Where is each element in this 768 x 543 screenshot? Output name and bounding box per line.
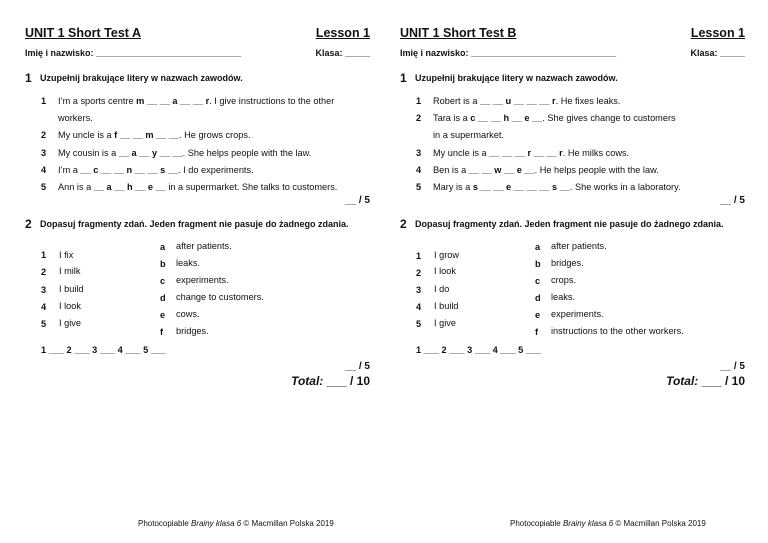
- footer-text: Photocopiable: [510, 519, 563, 528]
- name-field[interactable]: Imię i nazwisko: _____________________________: [400, 48, 617, 58]
- match-left-text: I give: [59, 318, 81, 328]
- match-right-text: bridges.: [176, 326, 209, 336]
- word-gaps[interactable]: __ __ u __ __ __ r: [479, 96, 556, 106]
- section-title: Dopasuj fragmenty zdań. Jeden fragment nie pasuje do żadnego zdania.: [415, 219, 724, 229]
- total-score: [291, 374, 370, 388]
- exercise-item: [416, 182, 681, 192]
- word-gaps[interactable]: c __ __ h __ e __: [470, 113, 543, 123]
- item-number: 4: [41, 165, 47, 175]
- item-text: in a supermarket. She talks to customers.: [165, 182, 338, 192]
- match-right-text: leaks.: [551, 292, 576, 302]
- footer-book-title: Brainy klasa 6: [562, 519, 614, 528]
- match-right-text: after patients.: [551, 241, 607, 251]
- item-number: 1: [416, 96, 422, 106]
- item-text: . She helps people with the law.: [182, 148, 312, 158]
- match-left-text: I build: [434, 301, 459, 311]
- section-score[interactable]: __ / 5: [344, 195, 370, 206]
- match-right-text: instructions to the other workers.: [551, 326, 684, 336]
- item-text: . He milks cows.: [562, 148, 630, 158]
- exercise-item: [41, 130, 251, 140]
- match-right-letter: d: [160, 293, 166, 303]
- match-left-text: I fix: [59, 250, 74, 260]
- match-left-number: 4: [41, 302, 47, 312]
- section-number: 1: [25, 71, 32, 85]
- match-left-number: 1: [41, 250, 47, 260]
- match-left-text: I do: [434, 284, 450, 294]
- exercise-item: [41, 96, 334, 106]
- footer-book-title: Brainy klasa 6: [190, 519, 242, 528]
- match-right-letter: c: [160, 276, 166, 286]
- item-text: . I do experiments.: [178, 165, 254, 175]
- exercise-item: [416, 96, 620, 106]
- item-number: 2: [416, 113, 422, 123]
- test-b-column: [400, 0, 745, 543]
- match-left-number: 5: [416, 319, 422, 329]
- section-score[interactable]: __ / 5: [719, 361, 745, 372]
- match-right-text: bridges.: [551, 258, 584, 268]
- word-gaps[interactable]: s __ __ e __ __ __ s __: [472, 182, 570, 192]
- item-continuation: workers.: [58, 113, 93, 123]
- match-right-letter: b: [160, 259, 166, 269]
- item-text: I’m a sports centre: [58, 96, 137, 106]
- item-text: . I give instructions to the other: [209, 96, 335, 106]
- section-title: Uzupełnij brakujące litery w nazwach zawodów.: [415, 73, 618, 83]
- item-text: Ann is a: [58, 182, 94, 192]
- section-score[interactable]: __ / 5: [344, 361, 370, 372]
- exercise-item: [41, 165, 254, 175]
- word-gaps[interactable]: f __ __ m __ __: [114, 130, 180, 140]
- word-gaps[interactable]: __ __ __ r __ __ r: [489, 148, 563, 158]
- item-text: My uncle is a: [58, 130, 115, 140]
- total-value[interactable]: ___ / 10: [698, 374, 745, 388]
- match-left-number: 1: [416, 251, 422, 261]
- section-score[interactable]: __ / 5: [719, 195, 745, 206]
- match-left-text: I milk: [59, 266, 81, 276]
- match-right-letter: a: [160, 242, 166, 252]
- match-left-text: I look: [59, 301, 81, 311]
- item-text: . He helps people with the law.: [534, 165, 659, 175]
- match-right-text: change to customers.: [176, 292, 264, 302]
- item-text: Tara is a: [433, 113, 471, 123]
- match-left-text: I build: [59, 284, 84, 294]
- exercise-item: [416, 113, 676, 123]
- item-text: Ben is a: [433, 165, 469, 175]
- match-left-number: 3: [416, 285, 422, 295]
- match-right-letter: a: [535, 242, 541, 252]
- total-score: [666, 374, 745, 388]
- item-text: . She works in a laboratory.: [569, 182, 681, 192]
- match-left-number: 2: [41, 267, 47, 277]
- item-number: 4: [416, 165, 422, 175]
- match-left-number: 2: [416, 268, 422, 278]
- match-left-number: 5: [41, 319, 47, 329]
- match-right-text: experiments.: [176, 275, 229, 285]
- footer-text: Photocopiable: [138, 519, 191, 528]
- exercise-item: [41, 148, 311, 158]
- item-continuation: in a supermarket.: [433, 130, 504, 140]
- match-left-text: I give: [434, 318, 456, 328]
- match-right-letter: c: [535, 276, 541, 286]
- footer: [510, 519, 706, 528]
- name-field[interactable]: Imię i nazwisko: _____________________________: [25, 48, 242, 58]
- match-left-number: 3: [41, 285, 47, 295]
- item-text: My cousin is a: [58, 148, 119, 158]
- match-right-text: crops.: [551, 275, 577, 285]
- section-number: 1: [400, 71, 407, 85]
- class-field[interactable]: Klasa: _____: [315, 48, 370, 58]
- item-number: 3: [41, 148, 47, 158]
- section-number: 2: [400, 217, 407, 231]
- match-left-text: I look: [434, 266, 456, 276]
- test-a-column: [25, 0, 370, 543]
- word-gaps[interactable]: __ a __ h __ e __: [93, 182, 166, 192]
- exercise-item: [41, 182, 337, 192]
- match-right-text: experiments.: [551, 309, 604, 319]
- lesson-label: Lesson 1: [690, 26, 745, 40]
- lesson-label: Lesson 1: [315, 26, 370, 40]
- word-gaps[interactable]: m __ __ a __ __ r: [136, 96, 210, 106]
- item-text: . She gives change to customers: [542, 113, 676, 123]
- match-right-letter: f: [160, 327, 164, 337]
- total-label: Total:: [291, 374, 324, 388]
- section-number: 2: [25, 217, 32, 231]
- match-left-text: I grow: [434, 250, 460, 260]
- item-number: 3: [416, 148, 422, 158]
- item-number: 5: [416, 182, 422, 192]
- item-text: I’m a: [58, 165, 81, 175]
- match-right-letter: d: [535, 293, 541, 303]
- test-title: UNIT 1 Short Test A: [25, 26, 141, 40]
- match-right-letter: b: [535, 259, 541, 269]
- section-title: Uzupełnij brakujące litery w nazwach zawodów.: [40, 73, 243, 83]
- item-text: Robert is a: [433, 96, 480, 106]
- footer-copyright: © Macmillan Polska 2019: [613, 519, 706, 528]
- word-gaps[interactable]: __ a __ y __ __: [118, 148, 183, 158]
- exercise-item: [416, 148, 629, 158]
- exercise-item: [416, 165, 659, 175]
- total-value[interactable]: ___ / 10: [323, 374, 370, 388]
- section-title: Dopasuj fragmenty zdań. Jeden fragment nie pasuje do żadnego zdania.: [40, 219, 349, 229]
- match-right-letter: e: [160, 310, 166, 320]
- answer-blanks[interactable]: 1 ___ 2 ___ 3 ___ 4 ___ 5 ___: [41, 345, 167, 355]
- match-right-letter: f: [535, 327, 539, 337]
- word-gaps[interactable]: __ c __ __ n __ __ s __: [80, 165, 179, 175]
- item-text: . He grows crops.: [179, 130, 251, 140]
- match-right-text: leaks.: [176, 258, 201, 268]
- answer-blanks[interactable]: 1 ___ 2 ___ 3 ___ 4 ___ 5 ___: [416, 345, 542, 355]
- class-field[interactable]: Klasa: _____: [690, 48, 745, 58]
- item-number: 1: [41, 96, 47, 106]
- match-right-letter: e: [535, 310, 541, 320]
- match-left-number: 4: [416, 302, 422, 312]
- item-text: My uncle is a: [433, 148, 490, 158]
- footer: [138, 519, 334, 528]
- word-gaps[interactable]: __ __ w __ e __: [468, 165, 535, 175]
- item-text: . He fixes leaks.: [555, 96, 621, 106]
- item-number: 2: [41, 130, 47, 140]
- total-label: Total:: [666, 374, 699, 388]
- item-number: 5: [41, 182, 47, 192]
- match-right-text: cows.: [176, 309, 200, 319]
- test-title: UNIT 1 Short Test B: [400, 26, 517, 40]
- item-text: Mary is a: [433, 182, 473, 192]
- match-right-text: after patients.: [176, 241, 232, 251]
- footer-copyright: © Macmillan Polska 2019: [241, 519, 334, 528]
